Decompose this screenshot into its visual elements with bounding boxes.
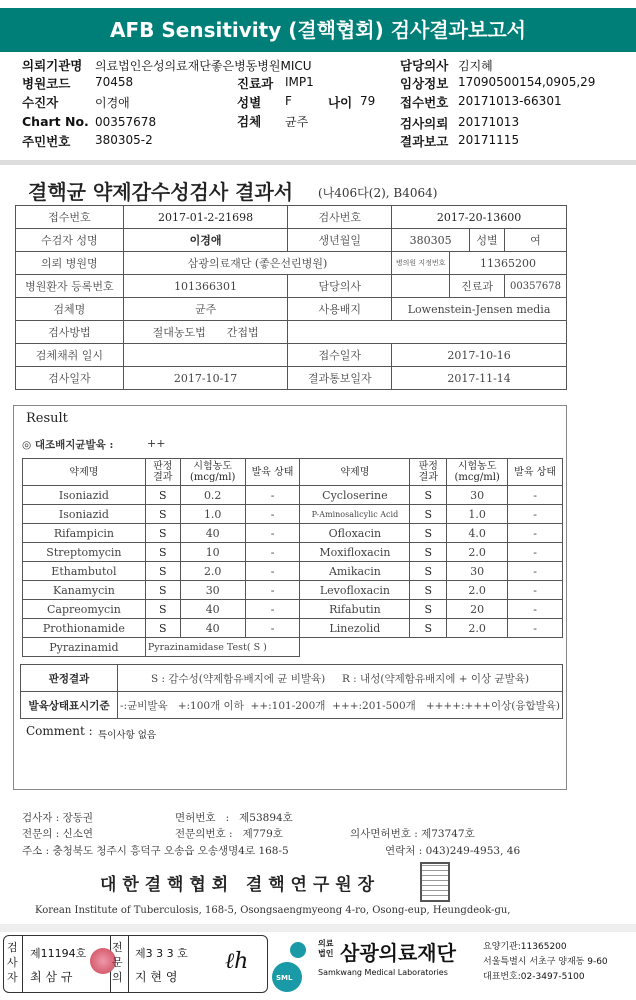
cell: Isoniazid (23, 486, 146, 505)
logo-small: SML (276, 974, 293, 982)
cell: - (508, 581, 563, 600)
cell: 00357678 (504, 275, 566, 298)
cell: - (245, 619, 300, 638)
cell: S (410, 600, 447, 619)
cell: 사용배지 (288, 298, 392, 321)
value: 20171013 (458, 115, 520, 129)
doctor-license-line: 의사면허번호 : 제73747호 (350, 828, 475, 840)
cell: - (508, 562, 563, 581)
cell: Moxifloxacin (300, 543, 410, 562)
cell: 10 (180, 543, 245, 562)
lab-address: 서울특별시 서초구 양재동 9-60 (483, 957, 608, 967)
cell: 성별 (470, 229, 505, 252)
label: 접수번호 (400, 95, 449, 110)
label: 진료과 (237, 76, 274, 91)
label: 의뢰기관명 (22, 58, 83, 73)
cell: 20 (447, 600, 508, 619)
value: 70458 (95, 75, 134, 89)
cell: 4.0 (447, 524, 508, 543)
label: 임상정보 (400, 76, 449, 91)
cell: - (508, 524, 563, 543)
cell: 접수일자 (288, 344, 392, 367)
cell: 2017-01-2-21698 (123, 206, 288, 229)
cell: 여 (504, 229, 566, 252)
cell: 101366301 (123, 275, 288, 298)
value: 380305-2 (95, 133, 153, 147)
cell: 접수번호 (16, 206, 124, 229)
value: 20171115 (458, 133, 520, 147)
report-code: (나406다(2), B4064) (318, 186, 438, 200)
specialist-line: 전문의 : 신소연 (22, 828, 94, 840)
cell: 40 (180, 600, 245, 619)
cell: Kanamycin (23, 581, 146, 600)
label: 결과보고 (400, 134, 449, 149)
cell: S (410, 524, 447, 543)
cell: S (145, 524, 180, 543)
header-cell: 발육 상태 (245, 459, 300, 486)
tester-no: 제11194호 (30, 947, 87, 960)
institution-code: 요양기관:11365200 (483, 942, 567, 952)
signature-icon: ℓh (225, 949, 249, 974)
cell: -:균비발육 +:100개 이하 ++:101-200개 +++:201-500개 ++++:+++이상(융합발육) (118, 692, 563, 719)
spec-name: 지 현 영 (135, 970, 178, 984)
value: 의료법인은성의료재단좋은병동병원MICU (95, 59, 312, 73)
contact-line: 연락처 : 043)249-4953, 46 (385, 845, 521, 857)
cell: Pyrazinamid (23, 638, 146, 657)
header-cell: 약제명 (23, 459, 146, 486)
cell: 삼광의료재단 (좋은선린병원) (123, 252, 391, 275)
cell: 1.0 (447, 505, 508, 524)
cell: 판정결과 (21, 665, 118, 692)
cell: Pyrazinamidase Test( S ) (145, 638, 300, 657)
license-line: 면허번호 : 제53894호 (175, 812, 293, 824)
table-row (23, 562, 563, 581)
report-header: AFB Sensitivity (결핵협회) 검사결과보고서 (0, 8, 636, 52)
cell: 절대농도법 간접법 (123, 321, 288, 344)
cell: - (508, 543, 563, 562)
report-title: 결핵균 약제감수성검사 결과서 (28, 180, 294, 204)
value: 17090500154,0905,29 (458, 75, 596, 89)
cell: 30 (447, 562, 508, 581)
cell: 380305 (392, 229, 470, 252)
label: 검사의뢰 (400, 116, 449, 131)
cell: - (245, 486, 300, 505)
cell: 검사방법 (16, 321, 124, 344)
result-title: Result (26, 411, 68, 426)
table-row (23, 505, 563, 524)
lab-phone: 대표번호:02-3497-5100 (483, 972, 585, 982)
cell: S (145, 486, 180, 505)
cell: 진료과 (450, 275, 505, 298)
header-cell: 약제명 (300, 459, 410, 486)
cell: 2017-11-14 (392, 367, 567, 390)
cell: - (508, 619, 563, 638)
cell: Capreomycin (23, 600, 146, 619)
drug-table (22, 458, 563, 657)
cell: 40 (180, 524, 245, 543)
cell: 2017-10-17 (123, 367, 288, 390)
value: 이경애 (95, 96, 130, 110)
cell: 40 (180, 619, 245, 638)
label: Chart No. (22, 114, 89, 129)
cell: 병원환자 등록번호 (16, 275, 124, 298)
value: 79 (360, 94, 376, 108)
cell: Levofloxacin (300, 581, 410, 600)
label: 나이 (328, 95, 353, 110)
cell: - (245, 562, 300, 581)
cell: 30 (447, 486, 508, 505)
cell: S (410, 581, 447, 600)
cell: 2.0 (447, 581, 508, 600)
spec-no: 제3 3 3 호 (135, 947, 188, 960)
table-row (23, 543, 563, 562)
cell: S (410, 543, 447, 562)
value: IMP1 (285, 75, 314, 89)
cell: 2.0 (180, 562, 245, 581)
english-address: Korean Institute of Tuberculosis, 168-5, Osongsaengmyeong 4-ro, Osong-eup, Heungdeok-gu, (35, 905, 511, 916)
cell: 검체채취 일시 (16, 344, 124, 367)
table-row (23, 486, 563, 505)
cell: 검체명 (16, 298, 124, 321)
cell: Ofloxacin (300, 524, 410, 543)
cell: S (410, 562, 447, 581)
cell: - (245, 505, 300, 524)
cell: 의뢰 병원명 (16, 252, 124, 275)
table-row (23, 638, 563, 657)
cell: Prothionamide (23, 619, 146, 638)
tester-label: 검사자 (7, 941, 18, 984)
cell: 1.0 (180, 505, 245, 524)
table-row (23, 600, 563, 619)
header-cell: 시험농도 (mcg/ml) (180, 459, 245, 486)
cell: S (145, 562, 180, 581)
cell: 11365200 (450, 252, 567, 275)
comment-label: Comment : (26, 724, 93, 738)
patient-table (15, 205, 567, 390)
label: 수진자 (22, 95, 59, 110)
label: 병원코드 (22, 76, 71, 91)
header-cell: 판정 결과 (145, 459, 180, 486)
header-cell: 판정 결과 (410, 459, 447, 486)
cell: - (245, 581, 300, 600)
cell: 2017-20-13600 (392, 206, 567, 229)
cell: 30 (180, 581, 245, 600)
control-label: ◎ 대조배지균발육 : (22, 439, 114, 451)
cell: Rifabutin (300, 600, 410, 619)
cell: 2017-10-16 (392, 344, 567, 367)
cell: - (245, 543, 300, 562)
cell: S (410, 505, 447, 524)
cell: S : 감수성(약제함유배지에 균 비발육) R : 내성(약제함유배지에 + 이상 균발육) (118, 665, 563, 692)
cell: 이경애 (123, 229, 288, 252)
spec-label: 전문의 (112, 941, 123, 984)
cell: Isoniazid (23, 505, 146, 524)
cell: Ethambutol (23, 562, 146, 581)
cell (288, 321, 567, 344)
cell: 수검자 성명 (16, 229, 124, 252)
label: 담당의사 (400, 58, 449, 73)
cell: 생년월일 (288, 229, 392, 252)
cell: Linezolid (300, 619, 410, 638)
cell: S (145, 543, 180, 562)
cell: 균주 (123, 298, 288, 321)
cell: - (245, 524, 300, 543)
cell (123, 344, 288, 367)
cell: - (508, 486, 563, 505)
cell: 결과통보일자 (288, 367, 392, 390)
value: F (285, 94, 292, 108)
cell: Amikacin (300, 562, 410, 581)
header-cell: 시험농도 (mcg/ml) (447, 459, 508, 486)
divider (0, 924, 636, 932)
legend-table (20, 664, 563, 719)
cell: Rifampicin (23, 524, 146, 543)
cell: Lowenstein-Jensen media (392, 298, 567, 321)
cell: 2.0 (447, 543, 508, 562)
cell: S (145, 619, 180, 638)
cell: 담당의사 (288, 275, 392, 298)
cell: S (410, 619, 447, 638)
value: 김지혜 (458, 59, 493, 73)
cell: P-Aminosalicylic Acid (300, 505, 410, 524)
table-row (23, 524, 563, 543)
cell (392, 275, 450, 298)
cell: - (245, 600, 300, 619)
logo-prefix: 의료법인 (318, 939, 334, 958)
cell: S (145, 600, 180, 619)
cell: 검사일자 (16, 367, 124, 390)
tester-name: 최 삼 규 (30, 970, 73, 984)
cell: - (508, 505, 563, 524)
header-cell: 발육 상태 (508, 459, 563, 486)
org-name: 대 한 결 핵 협 회 결 핵 연 구 원 장 (100, 875, 375, 895)
control-value: ++ (147, 437, 166, 450)
table-row (23, 619, 563, 638)
cell: 2.0 (447, 619, 508, 638)
cell: S (145, 505, 180, 524)
cell: 0.2 (180, 486, 245, 505)
cell: Streptomycin (23, 543, 146, 562)
value: 균주 (285, 115, 309, 129)
cell: 발육상태표시기준 (21, 692, 118, 719)
label: 성별 (237, 95, 262, 110)
address-line: 주소 : 충청북도 청주시 흥덕구 오송읍 오송생명4로 168-5 (22, 845, 289, 857)
comment-value: 특이사항 없음 (98, 730, 157, 741)
logo-name: 삼광의료재단 (340, 941, 456, 965)
table-row (23, 581, 563, 600)
tester-line: 검사자 : 장동권 (22, 812, 94, 824)
cell: S (145, 581, 180, 600)
cell: S (410, 486, 447, 505)
cell: Cycloserine (300, 486, 410, 505)
seal-stamp (420, 862, 450, 902)
logo-english: Samkwang Medical Laboratories (318, 968, 448, 977)
label: 검체 (237, 114, 262, 129)
cell: 검사번호 (288, 206, 392, 229)
value: 20171013-66301 (458, 94, 562, 108)
spec-no-line: 전문의번호 : 제779호 (175, 828, 283, 840)
divider (0, 160, 636, 165)
value: 00357678 (95, 115, 157, 129)
cell: - (508, 600, 563, 619)
label: 주민번호 (22, 134, 71, 149)
cell: 병의원 지정번호 (392, 252, 450, 275)
